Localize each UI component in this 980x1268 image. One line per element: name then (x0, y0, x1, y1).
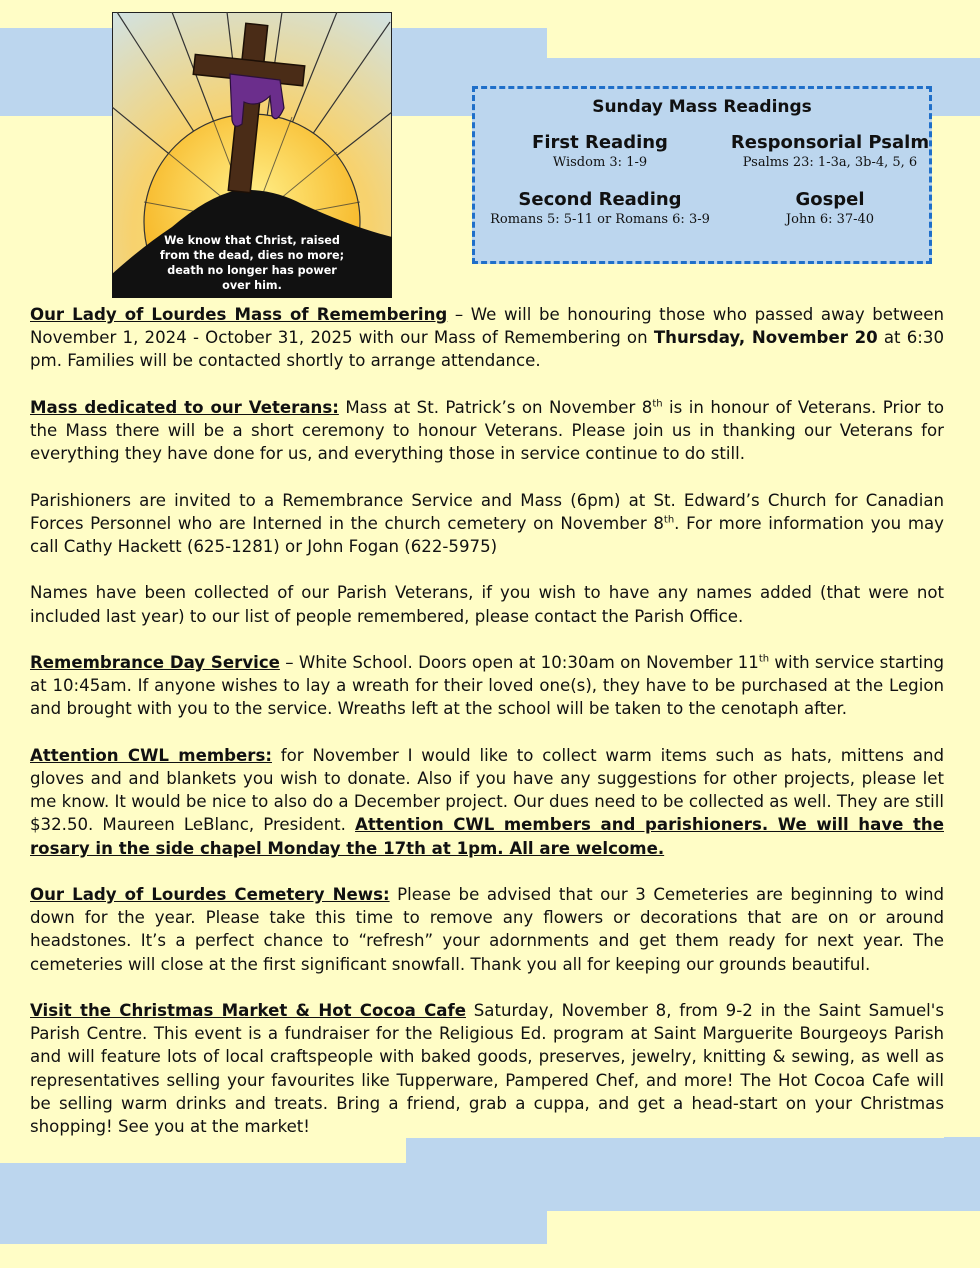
market-heading: Visit the Christmas Market & Hot Cocoa Cafe (30, 1000, 466, 1020)
service-paragraph (30, 489, 944, 559)
gospel-ref: John 6: 37-40 (785, 212, 875, 227)
remembering-text-1: – We will be honouring those who passed away between November 1, 2024 - October 31, 2025 with our Mass of Remembering on (30, 305, 944, 348)
veterans-sup: th (652, 398, 663, 410)
psalm-name: Responsorial Psalm (730, 132, 930, 153)
second-reading-ref: Romans 5: 5-11 or Romans 6: 3-9 (490, 212, 710, 227)
remembrance-day-text-1: – White School. Doors open at 10:30am on November 11 (279, 652, 759, 672)
remembrance-day-sup: th (758, 653, 770, 665)
cwl-heading: Attention CWL members: (30, 745, 272, 765)
second-reading-name: Second Reading (518, 189, 682, 210)
names-paragraph (30, 581, 944, 627)
remembering-heading: Our Lady of Lourdes Mass of Remembering (30, 305, 448, 324)
veterans-text-2: is in honour of Veterans. Prior to the Mass there will be a short ceremony to honour Veterans. Please join us in thanking our Veterans for everything they have done for us, and everything those in service continue to do still. (30, 397, 944, 464)
top-band-left (0, 28, 112, 116)
cwl-text: for November I would like to collect warm items such as hats, mittens and gloves and and blankets you wish to donate. Also if you have any suggestions for other projects, please let me know. It would be nice to also do a December project. Our dues need to be collected as well. They are still $32.50. Maureen LeBlanc, President. (30, 745, 944, 835)
cemetery-text: Please be advised that our 3 Cemeteries are beginning to wind down for the year. Please take this time to remove any flowers or decorations that are on or around headstones. It’s a perfect chance to “refresh” your adornments and get them ready for next year. The cemeteries will close at the first significant snowfall. Thank you all for keeping our grounds beautiful. (30, 884, 944, 974)
bottom-band-main (0, 1163, 980, 1211)
first-reading (475, 132, 725, 171)
market-paragraph (30, 999, 944, 1138)
remembrance-day-paragraph (30, 651, 944, 721)
cemetery-heading: Our Lady of Lourdes Cemetery News: (30, 884, 390, 904)
caption-line-3: death no longer has power (167, 264, 337, 277)
gospel (725, 189, 935, 228)
veterans-heading: Mass dedicated to our Veterans: (30, 397, 339, 417)
service-sup: th (663, 514, 675, 526)
veterans-paragraph (30, 396, 944, 466)
remembering-text-2: at 6:30 pm. Families will be contacted shortly to arrange attendance. (30, 328, 944, 371)
caption-line-4: over him. (222, 279, 282, 292)
service-text-2: . For more information you may call Cathy Hackett (625-1281) or John Fogan (622-5975) (30, 513, 944, 556)
remembrance-day-heading: Remembrance Day Service (30, 652, 280, 672)
responsorial-psalm (725, 132, 935, 171)
first-reading-name: First Reading (532, 132, 668, 153)
caption-line-1: We know that Christ, raised (164, 234, 340, 247)
psalm-ref: Psalms 23: 1-3a, 3b-4, 5, 6 (742, 155, 918, 170)
remembering-date: Thursday, November 20 (653, 328, 878, 348)
gospel-name: Gospel (795, 189, 865, 210)
first-reading-ref: Wisdom 3: 1-9 (552, 155, 648, 170)
readings-title: Sunday Mass Readings (592, 97, 812, 117)
caption-line-2: from the dead, dies no more; (159, 249, 345, 262)
names-text: Names have been collected of our Parish Veterans, if you wish to have any names added (that were not included last year) to our list of people remembered, please contact the Parish Office. (30, 583, 944, 626)
second-reading (475, 189, 725, 228)
remembrance-day-text-2: with service starting at 10:45am. If anyone wishes to lay a wreath for their loved one(s), they have to be purchased at the Legion and brought with you to the service. Wreaths left at the school will be taken to the cenotaph after. (30, 652, 944, 719)
cwl-paragraph (30, 744, 944, 860)
announcements (30, 303, 944, 1138)
cross-sunrise-illustration (112, 12, 392, 298)
service-text-1: Parishioners are invited to a Remembrance Service and Mass (6pm) at St. Edward’s Church for Canadian Forces Personnel who are Interned in the church cemetery on November 8 (30, 490, 944, 533)
cwl-rosary-notice: Attention CWL members and parishioners. We will have the rosary in the side chapel Monday the 17th at 1pm. All are welcome. (30, 815, 944, 858)
sunday-readings-box (472, 86, 932, 264)
market-text: Saturday, November 8, from 9-2 in the Saint Samuel's Parish Centre. This event is a fundraiser for the Religious Ed. program at Saint Marguerite Bourgeoys Parish and will feature lots of local craftspeople with baked goods, preserves, jewelry, knitting & sewing, as well as representatives selling your favourites like Tupperware, Pampered Chef, and more! The Hot Cocoa Cafe will be selling warm drinks and treats. Bring a friend, grab a cuppa, and get a head-start on your Christmas shopping! See you at the market! (30, 1000, 944, 1136)
cemetery-paragraph (30, 883, 944, 976)
bottom-band-lower (0, 1209, 547, 1244)
remembering-paragraph (30, 303, 944, 373)
veterans-text-1: Mass at St. Patrick’s on November 8 (338, 397, 653, 417)
